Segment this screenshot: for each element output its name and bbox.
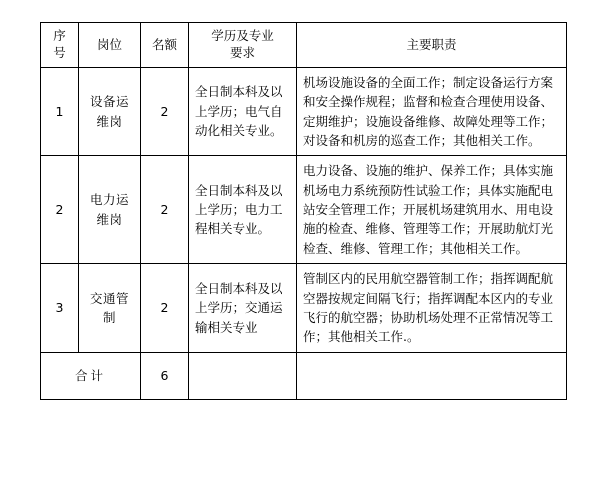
- column-header-education: [189, 23, 297, 68]
- column-header-post: 岗位: [79, 23, 141, 68]
- cell-education: 全日制本科及以上学历；交通运输相关专业: [189, 264, 297, 353]
- cell-duties: 管制区内的民用航空器管制工作；指挥调配航空器按规定间隔飞行；指挥调配本区内的专业飞行的航空器；协助机场处理不正常情况等工作；其他相关工作.。: [297, 264, 567, 353]
- job-positions-table: [40, 22, 567, 400]
- cell-duties: 电力设备、设施的维护、保养工作；具体实施机场电力系统预防性试验工作；具体实施配电站安全管理工作；开展机场建筑用水、用电设施的检查、维修、管理等工作；开展助航灯光检查、维修、管理工作；其他相关工作。: [297, 156, 567, 264]
- cell-quota: 2: [141, 156, 189, 264]
- column-header-education-line1: 学历及专业: [211, 28, 274, 43]
- column-header-no: [41, 23, 79, 68]
- cell-quota: 2: [141, 67, 189, 156]
- table-header: [41, 23, 567, 68]
- total-label: 合计: [41, 352, 141, 399]
- cell-duties: 机场设施设备的全面工作；制定设备运行方案和安全操作规程；监督和检查合理使用设备、定期维护；设施设备维修、故障处理等工作；对设备和机房的巡查工作；其他相关工作。: [297, 67, 567, 156]
- table-row: [41, 67, 567, 156]
- cell-post: 交通管制: [79, 264, 141, 353]
- table-body: [41, 67, 567, 399]
- cell-quota: 2: [141, 264, 189, 353]
- cell-post: 设备运维岗: [79, 67, 141, 156]
- table-header-row: [41, 23, 567, 68]
- total-duties-blank: [297, 352, 567, 399]
- cell-no: 1: [41, 67, 79, 156]
- cell-post: 电力运维岗: [79, 156, 141, 264]
- table-row: [41, 264, 567, 353]
- cell-education: 全日制本科及以上学历；电力工程相关专业。: [189, 156, 297, 264]
- cell-no: 2: [41, 156, 79, 264]
- column-header-quota: 名额: [141, 23, 189, 68]
- cell-no: 3: [41, 264, 79, 353]
- table-total-row: [41, 352, 567, 399]
- cell-education: 全日制本科及以上学历；电气自动化相关专业。: [189, 67, 297, 156]
- column-header-no-line1: 序: [53, 28, 66, 43]
- column-header-duties: 主要职责: [297, 23, 567, 68]
- column-header-education-line2: 要求: [229, 44, 255, 60]
- table-row: [41, 156, 567, 264]
- total-education-blank: [189, 352, 297, 399]
- column-header-no-line2: 号: [53, 44, 66, 60]
- total-quota: 6: [141, 352, 189, 399]
